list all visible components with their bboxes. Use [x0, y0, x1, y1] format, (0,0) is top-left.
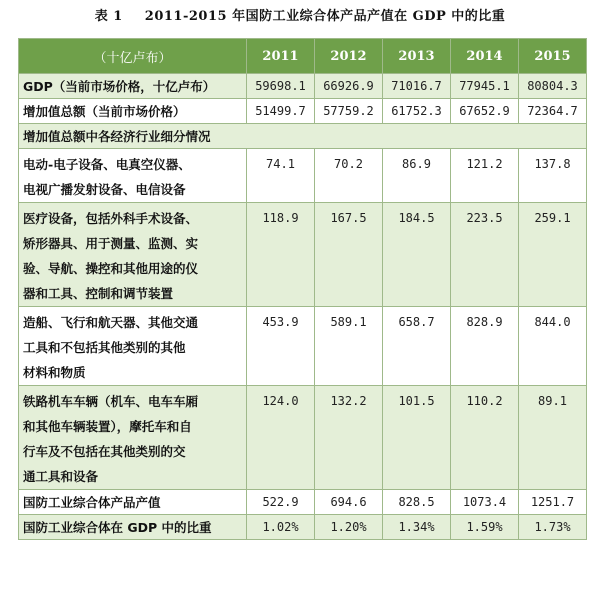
value-cell: 74.1 [247, 149, 315, 203]
value-cell: 137.8 [519, 149, 587, 203]
value-cell: 184.5 [383, 203, 451, 307]
row-label-line: 行车及不包括在其他类别的交 [23, 444, 186, 459]
value-cell: 658.7 [383, 307, 451, 386]
value-cell: 118.9 [247, 203, 315, 307]
value-cell: 59698.1 [247, 74, 315, 99]
gdp-share-table [18, 38, 587, 540]
value-cell: 694.6 [315, 490, 383, 515]
value-cell: 86.9 [383, 149, 451, 203]
table-caption [0, 0, 600, 38]
table-row [19, 74, 587, 99]
value-cell: 101.5 [383, 386, 451, 490]
value-cell: 1.20% [315, 515, 383, 540]
value-cell: 1.59% [451, 515, 519, 540]
value-cell: 66926.9 [315, 74, 383, 99]
value-cell: 71016.7 [383, 74, 451, 99]
value-cell: 132.2 [315, 386, 383, 490]
row-label-line: 增加值总额（当前市场价格） [23, 104, 186, 119]
value-cell: 1251.7 [519, 490, 587, 515]
header-row [19, 39, 587, 74]
row-label [19, 307, 247, 386]
table-number: 表 1 [94, 9, 123, 24]
value-cell: 1.02% [247, 515, 315, 540]
row-label-line: 铁路机车车辆（机车、电车车厢 [23, 394, 199, 409]
row-label-line: 医疗设备，包括外科手术设备、 [23, 211, 199, 226]
value-cell: 828.5 [383, 490, 451, 515]
year-header: 2014 [451, 39, 519, 74]
row-label [19, 386, 247, 490]
year-header: 2012 [315, 39, 383, 74]
row-label-line: 器和工具、控制和调节装置 [23, 286, 174, 301]
row-label-line: 国防工业综合体在 GDP 中的比重 [23, 520, 212, 535]
year-header: 2013 [383, 39, 451, 74]
value-cell: 57759.2 [315, 99, 383, 124]
section-row [19, 124, 587, 149]
value-cell: 167.5 [315, 203, 383, 307]
value-cell: 67652.9 [451, 99, 519, 124]
year-header: 2015 [519, 39, 587, 74]
row-label-line: 电视广播发射设备、电信设备 [23, 182, 186, 197]
row-label [19, 203, 247, 307]
value-cell: 1.73% [519, 515, 587, 540]
value-cell: 124.0 [247, 386, 315, 490]
table-title: 2011-2015 年国防工业综合体产品产值在 GDP 中的比重 [144, 9, 506, 24]
row-label-line: 验、导航、操控和其他用途的仪 [23, 261, 199, 276]
value-cell: 589.1 [315, 307, 383, 386]
value-cell: 61752.3 [383, 99, 451, 124]
row-label-line: GDP（当前市场价格，十亿卢布） [23, 79, 216, 94]
row-label [19, 490, 247, 515]
table-row [19, 386, 587, 490]
row-label-line: 通工具和设备 [23, 469, 99, 484]
value-cell: 72364.7 [519, 99, 587, 124]
section-heading: 增加值总额中各经济行业细分情况 [19, 124, 587, 149]
value-cell: 259.1 [519, 203, 587, 307]
row-label-line: 矫形器具、用于测量、监测、实 [23, 236, 199, 251]
table-row [19, 149, 587, 203]
value-cell: 77945.1 [451, 74, 519, 99]
row-label-line: 国防工业综合体产品产值 [23, 495, 161, 510]
row-label [19, 515, 247, 540]
row-label-line: 造船、飞行和航天器、其他交通 [23, 315, 199, 330]
table-row [19, 99, 587, 124]
value-cell: 223.5 [451, 203, 519, 307]
row-label [19, 149, 247, 203]
value-cell: 453.9 [247, 307, 315, 386]
table-row [19, 203, 587, 307]
value-cell: 110.2 [451, 386, 519, 490]
row-label-line: 材料和物质 [23, 365, 86, 380]
table-row [19, 307, 587, 386]
value-cell: 80804.3 [519, 74, 587, 99]
year-header: 2011 [247, 39, 315, 74]
value-cell: 70.2 [315, 149, 383, 203]
unit-header: （十亿卢布） [19, 39, 247, 74]
row-label-line: 工具和不包括其他类别的其他 [23, 340, 186, 355]
value-cell: 522.9 [247, 490, 315, 515]
value-cell: 89.1 [519, 386, 587, 490]
row-label [19, 74, 247, 99]
row-label-line: 和其他车辆装置），摩托车和自 [23, 419, 192, 434]
value-cell: 121.2 [451, 149, 519, 203]
value-cell: 1073.4 [451, 490, 519, 515]
value-cell: 844.0 [519, 307, 587, 386]
table-row [19, 515, 587, 540]
row-label-line: 电动-电子设备、电真空仪器、 [23, 157, 191, 172]
table-row [19, 490, 587, 515]
value-cell: 51499.7 [247, 99, 315, 124]
value-cell: 828.9 [451, 307, 519, 386]
row-label [19, 99, 247, 124]
value-cell: 1.34% [383, 515, 451, 540]
